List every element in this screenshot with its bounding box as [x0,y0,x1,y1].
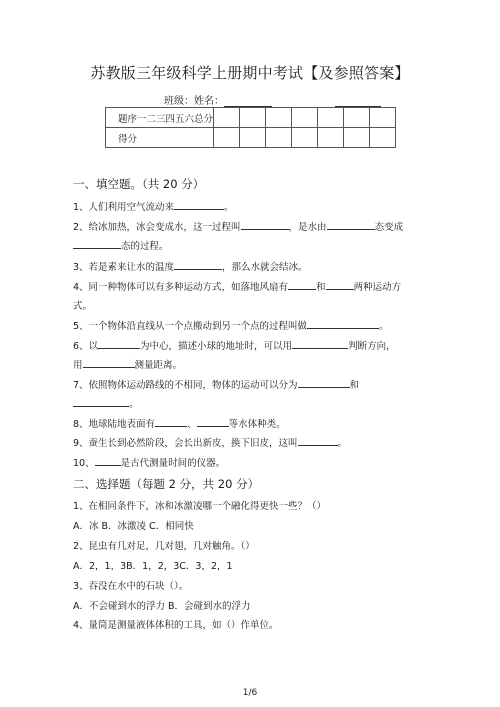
score-cell [318,108,344,128]
q3-text: 3、若是素来让水的温度 [73,262,175,273]
question-6-cont [73,357,182,371]
class-label: 班级： [164,96,194,107]
q4-text-b: 和 [316,282,326,293]
q9-text: 9、蚕生长到必然阶段，会长出新皮，换下旧皮，这叫 [73,438,298,449]
question-9 [73,435,347,449]
q8-blank-1[interactable] [155,416,187,427]
choice-question-4: 4、量筒是测量液体体积的工具，如（）作单位。 [73,620,279,631]
q10-end: 是古代测量时间的仪器。 [120,458,226,469]
score-cell[interactable] [318,128,344,148]
q4-blank-2[interactable] [326,279,354,290]
question-2 [73,219,403,233]
score-cell[interactable] [214,128,240,148]
page-number: 1/6 [242,688,258,698]
question-6 [73,338,396,352]
score-table [105,107,396,148]
q1-end: 。 [224,202,234,213]
score-cell[interactable] [292,128,318,148]
q6-text-d: 用 [73,360,83,371]
q4-blank-1[interactable] [288,279,316,290]
score-table-score-row [106,128,396,148]
q7-end: 。 [129,399,139,410]
q6-text: 6、以 [73,341,99,352]
q6-text-c: 判断方向， [348,341,396,352]
q8-sep: 、 [187,419,197,430]
q6-text-e: 测量距离。 [134,360,183,371]
student-info [164,92,381,107]
section2-heading [73,476,259,492]
q8-blank-2[interactable] [197,416,229,427]
score-cell [344,108,370,128]
question-4 [73,279,401,293]
q6-text-b: 为中心，描述小球的地址时，可以用 [140,341,293,352]
q9-end: 。 [337,438,348,449]
section1-heading-text: 一、填空题。（共 [73,177,160,191]
score-cell [292,108,318,128]
q8-end: 等水体种类。 [228,419,286,430]
extra-blank[interactable] [335,95,381,107]
question-7-cont [73,396,139,410]
q7-text-b: 和 [349,380,360,391]
q5-text: 5、一个物体沿直线从一个点搬动到另一个点的过程叫做 [73,321,308,332]
q2-text-b: ，是水由 [288,222,327,233]
score-row-label: 题序一二三四五六总分 [106,108,214,128]
q2-text-c: 态变成 [374,222,404,233]
q4-text: 4、同一种物体可以有多种运动方式，如落地风扇有 [73,282,289,293]
question-7 [73,377,359,391]
choice-question-3-options: A．不会碰到水的浮力 B．会碰到水的浮力 [73,601,251,612]
q7-blank-2[interactable] [73,396,129,407]
name-label: 姓名： [194,96,224,107]
q5-blank[interactable] [307,318,379,329]
section2-heading-text: 二、选择题（每题 [73,477,165,491]
q7-text: 7、依照物体运动路线的不相同，物体的运动可以分为 [73,380,298,391]
section1-heading [73,176,204,192]
question-2-cont [73,238,169,252]
score-cell [370,108,396,128]
score-cell [266,108,292,128]
section2-points-each: 2 [168,477,176,491]
question-5 [73,318,389,332]
q10-blank[interactable] [95,455,121,466]
q6-blank-1[interactable] [98,338,140,349]
section2-heading-end: 分） [236,477,260,491]
q10-text: 10、 [73,458,95,469]
document-title: 苏教版三年级科学上册期中考试【及参照答案】 [90,64,410,82]
section1-heading-end: 分） [181,177,205,191]
choice-question-1-options: A．冰 B．冰激凌 C．相同快 [73,521,194,532]
q1-text: 1、人们利用空气流动来 [73,202,175,213]
q1-blank[interactable] [174,199,224,210]
section2-heading-mid: 分，共 [179,477,215,491]
section2-points-total: 20 [217,477,233,491]
choice-question-2: 2、昆虫有几对足，几对翅，几对触角。（） [73,541,255,552]
q4-text-c: 两种运动方 [353,282,402,293]
score-cell [214,108,240,128]
name-blank[interactable] [224,95,272,107]
score-cell[interactable] [240,128,266,148]
choice-question-1: 1、在相同条件下，冰和冰激凌哪一个融化得更快一些？（） [73,501,327,512]
q2-blank-3[interactable] [73,238,121,249]
choice-question-2-options: A．2，1，3B．1，2，3C．3，2，1 [73,561,233,572]
choice-question-3: 3、吞没在水中的石块（）。 [73,581,189,592]
q3-end: ，那么水就会结冰。 [222,262,308,273]
question-1 [73,199,234,213]
score-cell [240,108,266,128]
q4-text-d: 式。 [73,301,93,312]
question-10 [73,455,225,469]
score-table-header-row [106,108,396,128]
question-8 [73,416,286,430]
q6-blank-3[interactable] [83,357,135,368]
score-cell[interactable] [266,128,292,148]
q2-text-d: 态的过程。 [121,241,169,252]
q9-blank[interactable] [298,435,338,446]
score-cell[interactable] [344,128,370,148]
score-row-label: 得分 [106,128,214,148]
q2-blank-1[interactable] [241,219,289,230]
score-cell[interactable] [370,128,396,148]
q8-text: 8、地球陆地表面有 [73,419,156,430]
question-3 [73,259,308,273]
q2-blank-2[interactable] [327,219,375,230]
q7-blank-1[interactable] [298,377,350,388]
q3-blank[interactable] [174,259,222,270]
question-4-cont [73,298,92,312]
section1-points: 20 [162,177,178,191]
q6-blank-2[interactable] [292,338,348,349]
q5-end: 。 [379,321,389,332]
q2-text: 2、给冰加热，冰会变成水，这一过程叫 [73,222,241,233]
